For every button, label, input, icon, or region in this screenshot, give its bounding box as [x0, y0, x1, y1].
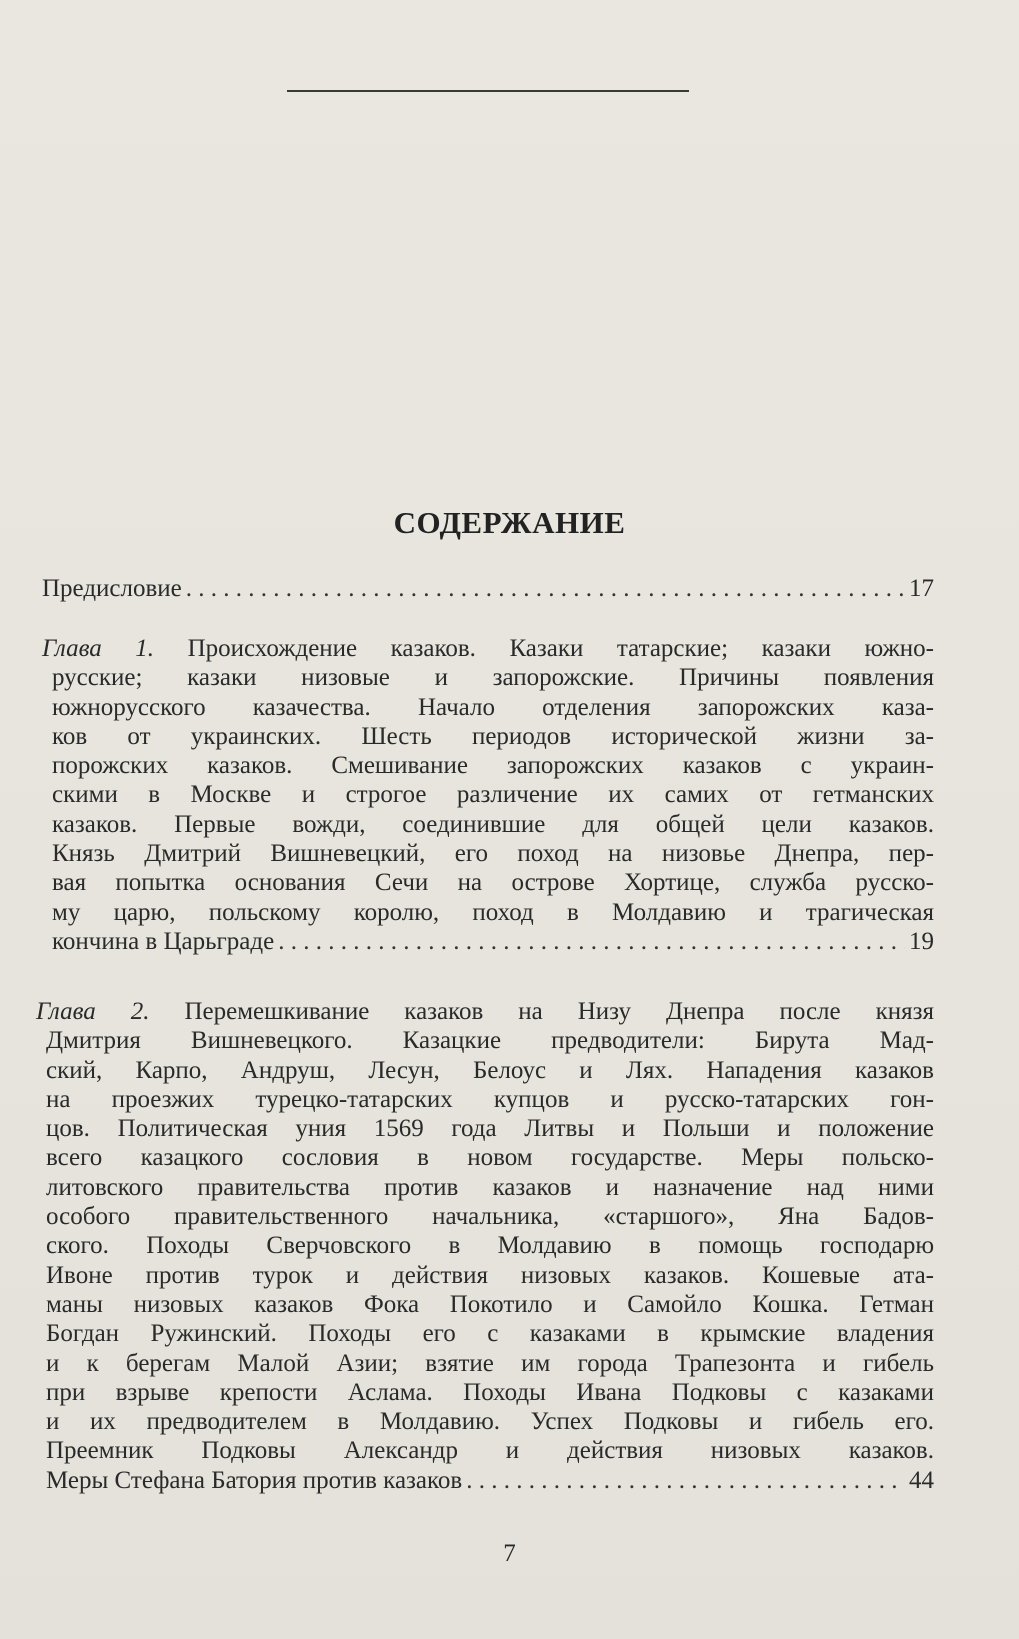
- toc-line: всего казацкого сословия в новом государстве. Меры польско-: [46, 1144, 934, 1172]
- leader-dots: [278, 927, 905, 956]
- toc-line: ского. Походы Сверчовского в Молдавию в помощь господарю: [46, 1232, 934, 1260]
- toc-line: Князь Дмитрий Вишневецкий, его поход на низовье Днепра, пер-: [52, 840, 934, 868]
- toc-line: южнорусского казачества. Начало отделения запорожских каза-: [52, 693, 934, 721]
- toc-line: Преемник Подковы Александр и действия низовых казаков.: [46, 1437, 934, 1465]
- toc-line: Меры Стефана Батория против казаков: [46, 1466, 463, 1494]
- toc-line: вая попытка основания Сечи на острове Хортице, служба русско-: [52, 869, 934, 897]
- toc-entry-chapter-1: [42, 634, 934, 956]
- top-rule-divider: [287, 90, 689, 92]
- toc-line: казаков. Первые вожди, соединившие для общей цели казаков.: [52, 810, 934, 838]
- toc-line: му царю, польскому королю, поход в Молдавию и трагическая: [52, 898, 934, 926]
- toc-line: Дмитрия Вишневецкого. Казацкие предводители: Бирута Мад-: [46, 1027, 934, 1055]
- toc-page-number: 44: [909, 1466, 934, 1494]
- toc-line: Богдан Ружинский. Походы его с казаками в крымские владения: [46, 1320, 934, 1348]
- toc-line: кончина в Царьграде: [52, 927, 275, 955]
- toc-entry-preface: [42, 574, 934, 603]
- toc-line: маны низовых казаков Фока Покотило и Самойло Кошка. Гетман: [46, 1290, 934, 1318]
- toc-line: особого правительственного начальника, «старшого», Яна Бадов-: [46, 1203, 934, 1231]
- toc-line: Перемешкивание казаков на Низу Днепра после князя: [184, 998, 934, 1025]
- page-number: 7: [503, 1540, 516, 1567]
- leader-dots: [186, 574, 905, 603]
- leader-dots: [466, 1466, 905, 1495]
- toc-line: ский, Карпо, Андруш, Лесун, Белоус и Лях. Нападения казаков: [46, 1056, 934, 1084]
- toc-line: ков от украинских. Шесть периодов исторической жизни за-: [52, 722, 934, 750]
- chapter-lead: Глава 1.: [42, 635, 155, 662]
- toc-line: Ивоне против турок и действия низовых казаков. Кошевые ата-: [46, 1261, 934, 1289]
- toc-page-number: 19: [909, 927, 934, 955]
- toc-line: порожских казаков. Смешивание запорожских казаков с украин-: [52, 752, 934, 780]
- toc-line: русские; казаки низовые и запорожские. Причины появления: [52, 664, 934, 692]
- toc-line: литовского правительства против казаков и назначение над ними: [46, 1173, 934, 1201]
- toc-line: и к берегам Малой Азии; взятие им города Трапезонта и гибель: [46, 1349, 934, 1377]
- toc-line: на проезжих турецко-татарских купцов и русско-татарских гон-: [46, 1085, 934, 1113]
- toc-entry-label: Предисловие: [42, 575, 182, 602]
- toc-line: при взрыве крепости Аслама. Походы Ивана Подковы с казаками: [46, 1378, 934, 1406]
- chapter-lead: Глава 2.: [36, 998, 150, 1025]
- toc-line: и их предводителем в Молдавию. Успех Подковы и гибель его.: [46, 1408, 934, 1436]
- toc-line: скими в Москве и строгое различение их самих от гетманских: [52, 781, 934, 809]
- toc-line: Происхождение казаков. Казаки татарские; казаки южно-: [187, 635, 935, 662]
- toc-entry-chapter-2: [36, 997, 934, 1495]
- toc-line: цов. Политическая уния 1569 года Литвы и Польши и положение: [46, 1115, 934, 1143]
- toc-page-number: 17: [909, 575, 934, 602]
- page-title: СОДЕРЖАНИЕ: [393, 505, 626, 540]
